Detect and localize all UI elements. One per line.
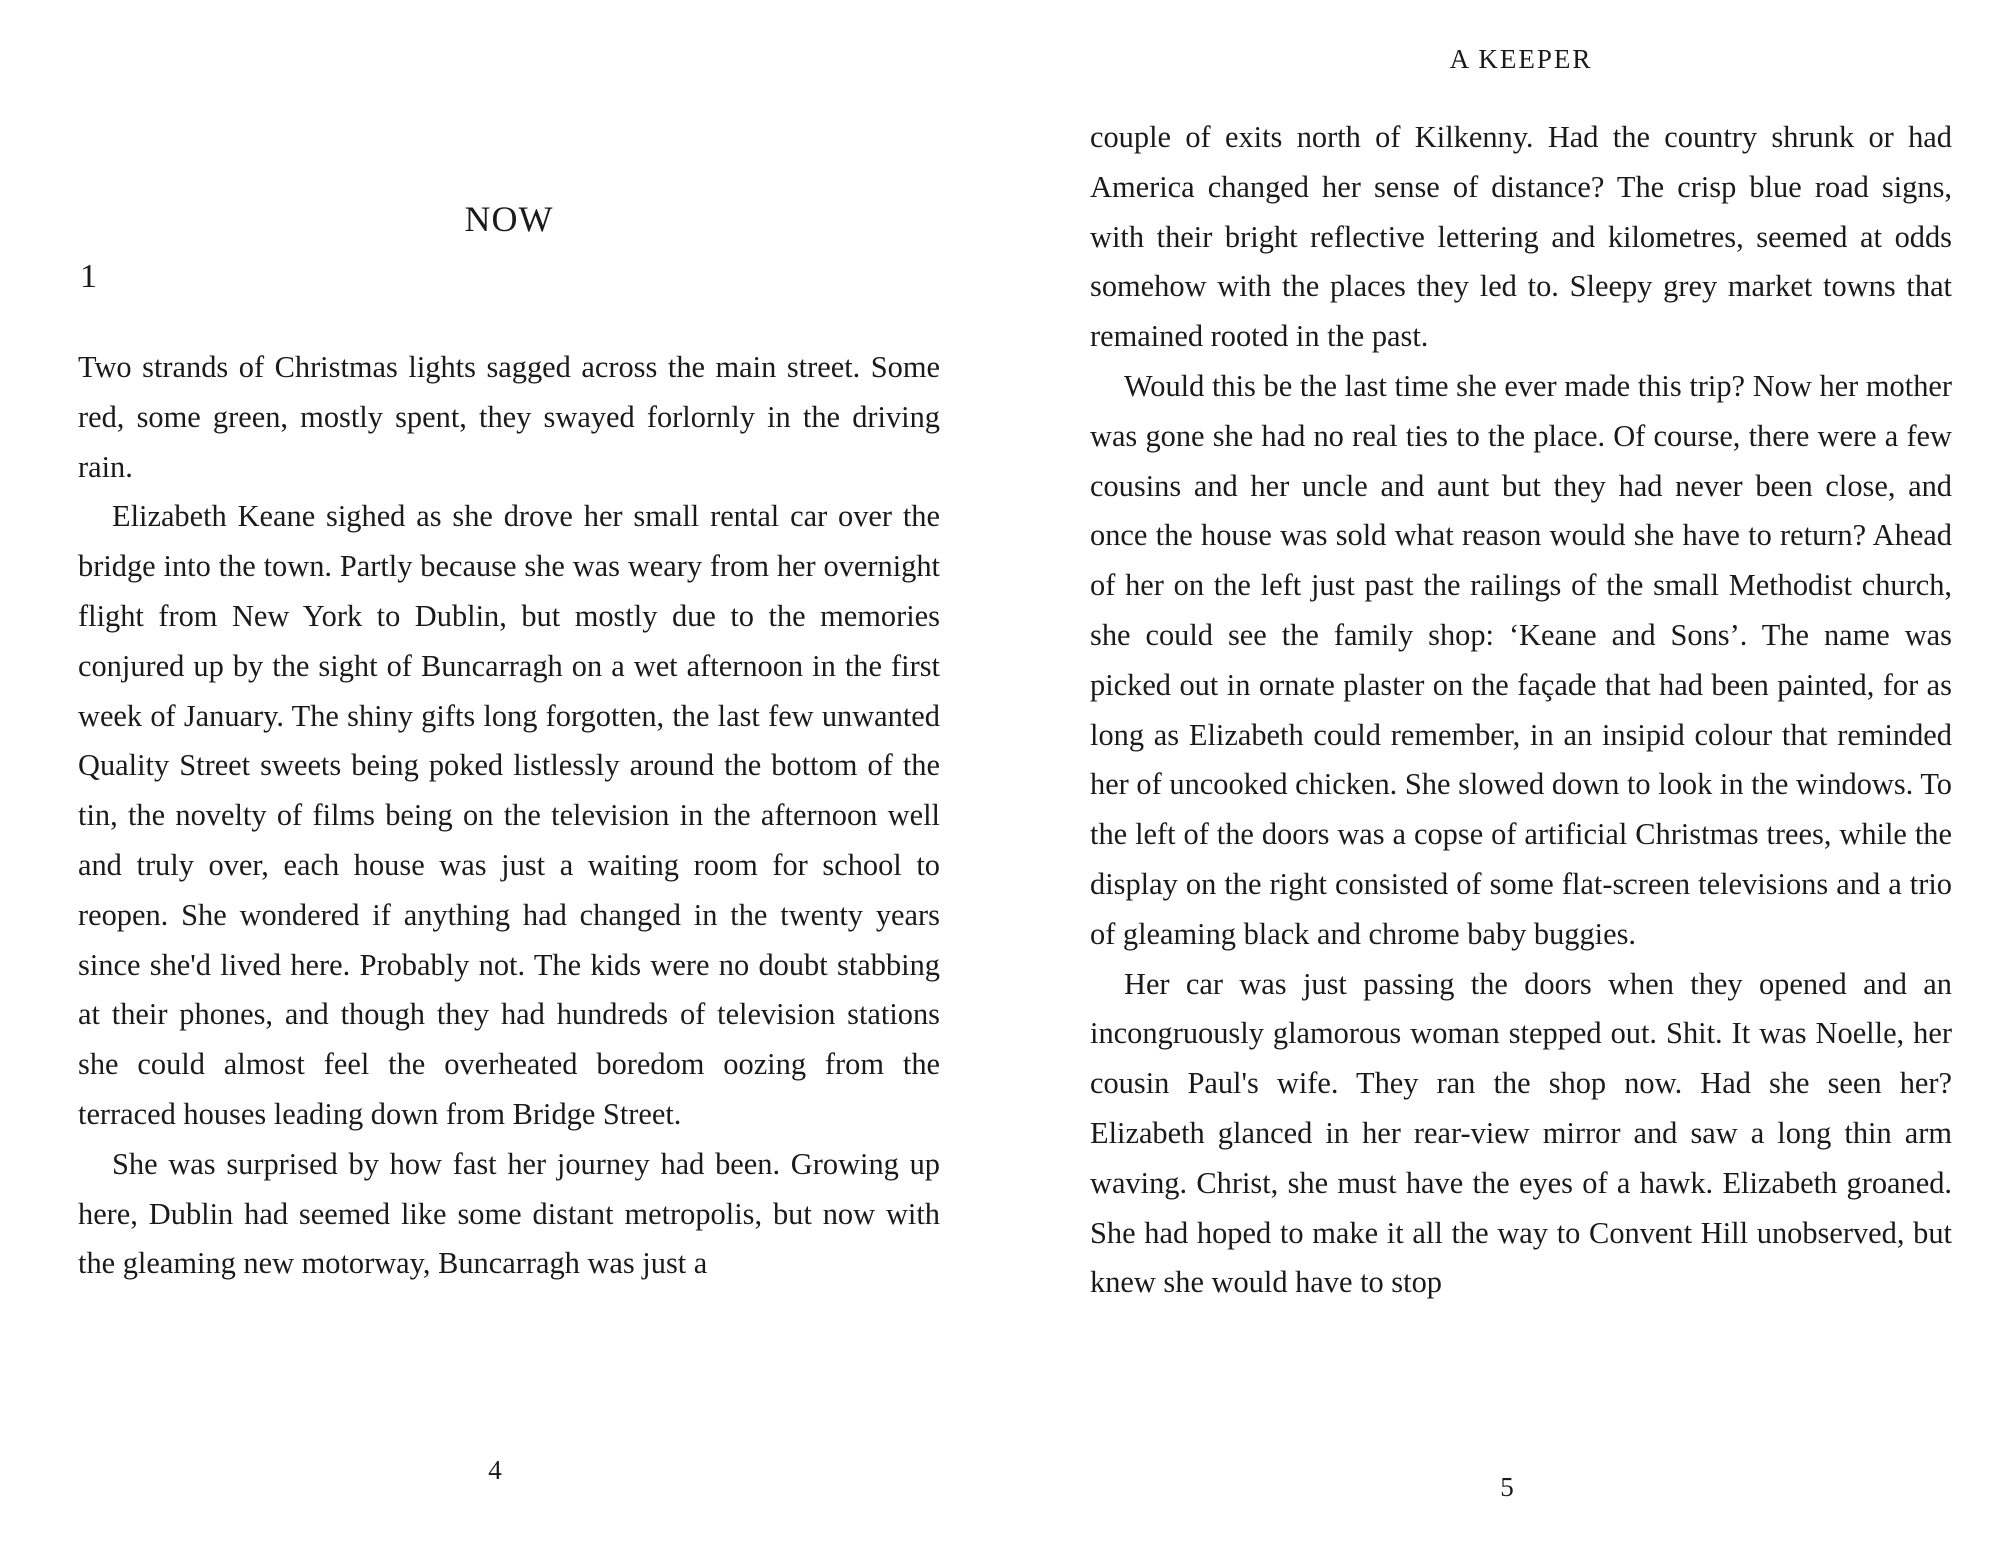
left-page-body — [78, 343, 940, 1289]
running-head: A KEEPER — [1449, 44, 1593, 74]
paragraph: Her car was just passing the doors when they opened and an incongruously glamorous woman stepped out. Shit. It was Noelle, her cousin Paul's wife. They ran the shop now. Had she seen her? Elizabeth glanced in her rear-view mirror and saw a long thin arm waving. Christ, she must have the eyes of a hawk. Elizabeth groaned. She had hoped to make it all the way to Convent Hill unobserved, but knew she would have to stop — [1090, 966, 1952, 1300]
paragraph: Two strands of Christmas lights sagged across the main street. Some red, some green, mostly spent, they swayed forlornly in the driving rain. — [78, 350, 940, 484]
paragraph: Would this be the last time she ever made this trip? Now her mother was gone she had no real ties to the place. Of course, there were a few cousins and her uncle and aunt but they had never been close, and once the house was sold what reason would she have to return? Ahead of her on the left just past the railings of the small Methodist church, she could see the family shop: ‘Keane and Sons’. The name was picked out in ornate plaster on the façade that had been painted, for as long as Elizabeth could remember, in an insipid colour that reminded her of uncooked chicken. She slowed down to look in the windows. To the left of the doors was a copse of artificial Christmas trees, while the display on the right consisted of some flat-screen televisions and a trio of gleaming black and chrome baby buggies. — [1090, 368, 1952, 951]
paragraph: couple of exits north of Kilkenny. Had the country shrunk or had America changed her sense of distance? The crisp blue road signs, with their bright reflective lettering and kilometres, seemed at odds somehow with the places they led to. Sleepy grey market towns that remained rooted in the past. — [1090, 120, 1952, 354]
paragraph: Elizabeth Keane sighed as she drove her small rental car over the bridge into the town. Partly because she was weary from her overnight flight from New York to Dublin, but mostly due to the memories conjured up by the sight of Buncarragh on a wet afternoon in the first week of January. The shiny gifts long forgotten, the last few unwanted Quality Street sweets being poked listlessly around the bottom of the tin, the novelty of films being on the television in the afternoon well and truly over, each house was just a waiting room for school to reopen. She wondered if anything had changed in the twenty years since she'd lived here. Probably not. The kids were no doubt stabbing at their phones, and though they had hundreds of television stations she could almost feel the overheated boredom oozing from the terraced houses leading down from Bridge Street. — [78, 499, 940, 1131]
page-number: 5 — [1500, 1472, 1514, 1502]
right-page — [1090, 0, 1952, 1553]
left-page — [78, 0, 940, 1553]
chapter-number: 1 — [80, 258, 97, 295]
page-number: 4 — [488, 1455, 502, 1485]
right-page-body — [1090, 113, 1952, 1308]
paragraph: She was surprised by how fast her journey had been. Growing up here, Dublin had seemed like some distant metropolis, but now with the gleaming new motorway, Buncarragh was just a — [78, 1146, 940, 1281]
section-title: NOW — [464, 199, 554, 239]
